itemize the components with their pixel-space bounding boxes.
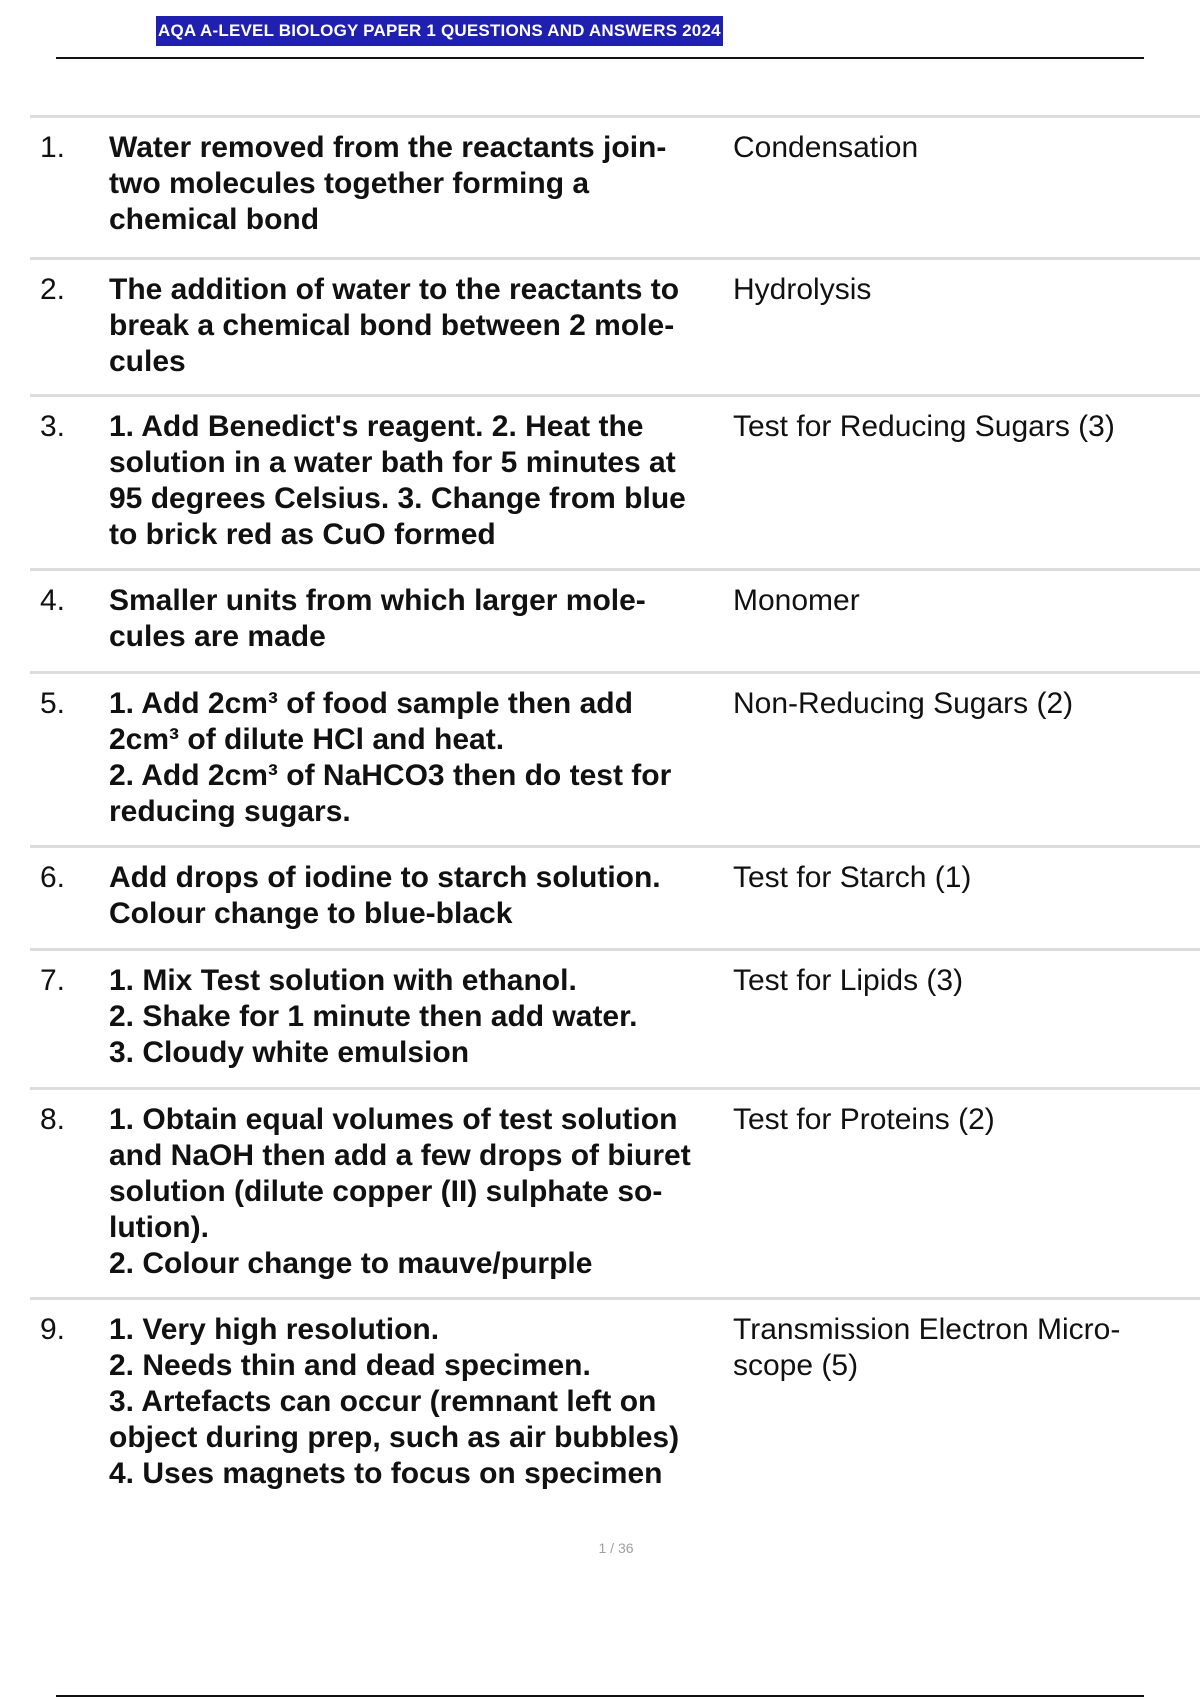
qa-row-4 [30, 571, 1200, 674]
question-number: 3. [40, 410, 66, 443]
footer-divider [56, 1695, 1144, 1697]
qa-row-9 [30, 1300, 1200, 1498]
question-text: 1. Very high resolution. 2. Needs thin and dead specimen. 3. Artefacts can occur (remnant left on object during prep, such as air bubbles) 4. Uses magnets to focus on specimen [109, 1313, 680, 1490]
qa-row-3 [30, 397, 1200, 571]
header-divider [56, 57, 1144, 59]
answer-text: Monomer [733, 584, 860, 617]
answer-text: Test for Reducing Sugars (3) [733, 410, 1115, 443]
question-number: 2. [40, 273, 66, 306]
question-number: 5. [40, 687, 66, 720]
answer-text: Test for Starch (1) [733, 861, 972, 894]
document-header [0, 0, 1200, 60]
question-text: 1. Obtain equal volumes of test solution and NaOH then add a few drops of biuret solution (dilute copper (II) sulphate so- lution). 2. Colour change to mauve/purple [109, 1103, 691, 1280]
question-text: Add drops of iodine to starch solution. Colour change to blue-black [109, 861, 661, 930]
answer-text: Test for Proteins (2) [733, 1103, 995, 1136]
question-number: 4. [40, 584, 66, 617]
question-number: 8. [40, 1103, 66, 1136]
question-number: 7. [40, 964, 66, 997]
answer-text: Test for Lipids (3) [733, 964, 964, 997]
qa-list [30, 115, 1200, 1498]
qa-row-8 [30, 1090, 1200, 1300]
question-text: 1. Mix Test solution with ethanol. 2. Shake for 1 minute then add water. 3. Cloudy white emulsion [109, 964, 638, 1069]
answer-text: Transmission Electron Micro- scope (5) [733, 1313, 1121, 1382]
question-text: Water removed from the reactants join- two molecules together forming a chemical bond [109, 131, 667, 236]
answer-text: Condensation [733, 131, 919, 164]
qa-row-2 [30, 260, 1200, 397]
qa-row-1 [30, 118, 1200, 260]
question-number: 6. [40, 861, 66, 894]
qa-row-5 [30, 674, 1200, 848]
question-text: 1. Add Benedict's reagent. 2. Heat the solution in a water bath for 5 minutes at 95 degrees Celsius. 3. Change from blue to brick red as CuO formed [109, 410, 686, 551]
question-text: Smaller units from which larger mole- cules are made [109, 584, 646, 653]
question-text: 1. Add 2cm³ of food sample then add 2cm³ of dilute HCl and heat. 2. Add 2cm³ of NaHCO3 then do test for reducing sugars. [109, 687, 672, 828]
answer-text: Non-Reducing Sugars (2) [733, 687, 1074, 720]
answer-text: Hydrolysis [733, 273, 872, 306]
question-number: 9. [40, 1313, 66, 1346]
document-title: AQA A-LEVEL BIOLOGY PAPER 1 QUESTIONS AND ANSWERS 2024 [156, 16, 723, 46]
qa-row-6 [30, 848, 1200, 951]
qa-row-7 [30, 951, 1200, 1090]
question-text: The addition of water to the reactants to break a chemical bond between 2 mole- cules [109, 273, 680, 378]
question-number: 1. [40, 131, 66, 164]
page-indicator: 1 / 36 [598, 1540, 634, 1556]
